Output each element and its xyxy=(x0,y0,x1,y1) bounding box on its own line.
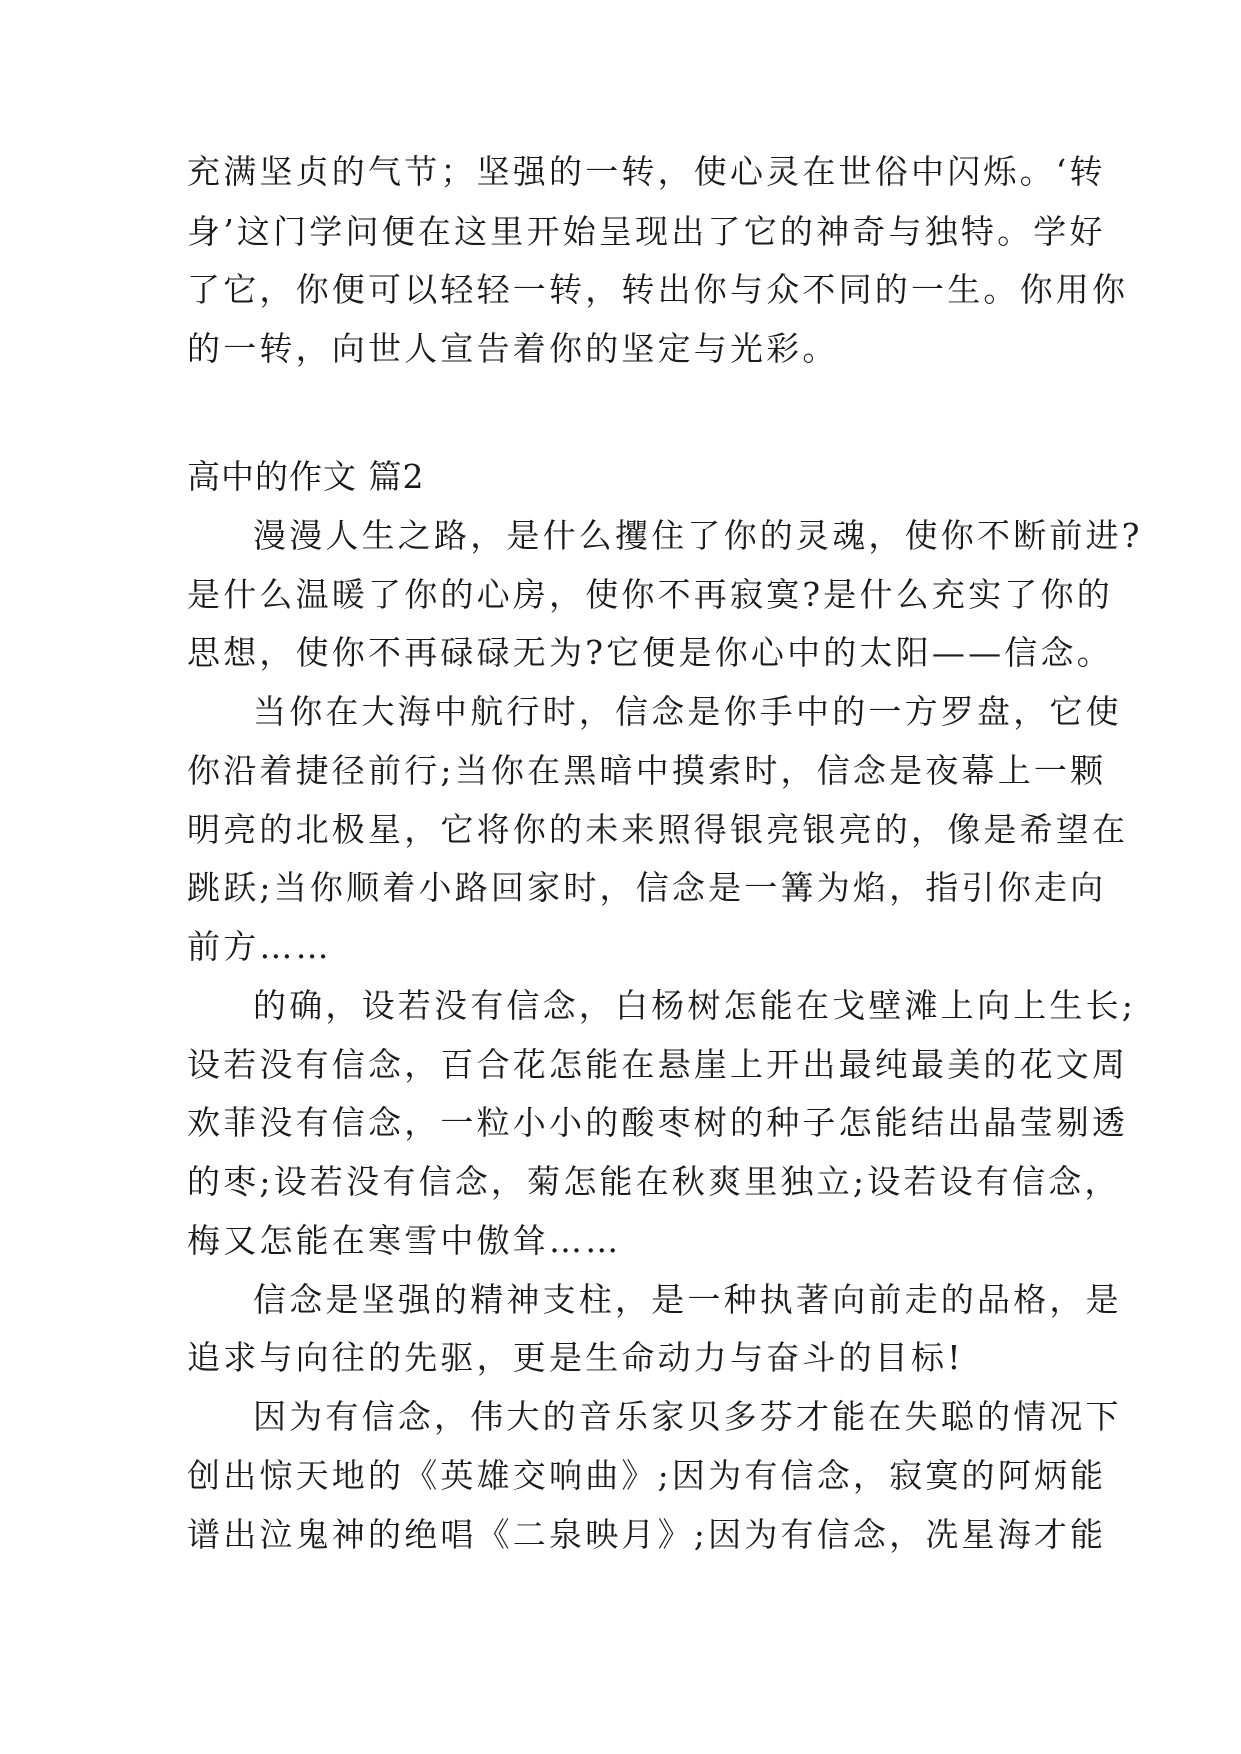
text-line: 是什么温暖了你的心房，使你不再寂寞?是什么充实了你的 xyxy=(187,575,1113,614)
text-line: 当你在大海中航行时，信念是你手中的一方罗盘，它使 xyxy=(253,692,1122,731)
text-line: 跳跃;当你顺着小路回家时，信念是一篝为焰，指引你走向 xyxy=(187,868,1107,907)
text-line: 欢菲没有信念，一粒小小的酸枣树的种子怎能结出晶莹剔透 xyxy=(187,1103,1129,1142)
text-line: 的一转，向世人宣告着你的坚定与光彩。 xyxy=(187,329,839,368)
text-line: 创出惊天地的《英雄交响曲》;因为有信念，寂寞的阿炳能 xyxy=(187,1456,1107,1495)
text-line: 明亮的北极星，它将你的未来照得银亮银亮的，像是希望在 xyxy=(187,810,1129,849)
text-line: 漫漫人生之路，是什么攫住了你的灵魂，使你不断前进? xyxy=(253,516,1143,555)
text-line: 追求与向往的先驱，更是生命动力与奋斗的目标! xyxy=(187,1338,964,1377)
text-line: 梅又怎能在寒雪中傲耸…… xyxy=(187,1221,622,1260)
text-line: 前方…… xyxy=(187,927,332,966)
text-line: 的枣;设若没有信念，菊怎能在秋爽里独立;设若设有信念， xyxy=(187,1162,1121,1201)
text-line: 的确，设若没有信念，白杨树怎能在戈壁滩上向上生长; xyxy=(253,986,1137,1025)
text-line: 谱出泣鬼神的绝唱《二泉映月》;因为有信念，冼星海才能 xyxy=(187,1515,1107,1554)
text-line: 因为有信念，伟大的音乐家贝多芬才能在失聪的情况下 xyxy=(253,1397,1122,1436)
text-line: 信念是坚强的精神支柱，是一种执著向前走的品格，是 xyxy=(253,1280,1122,1319)
text-line: 充满坚贞的气节；坚强的一转，使心灵在世俗中闪烁。‘转 xyxy=(187,152,1106,191)
section-heading: 高中的作文 篇2 xyxy=(187,457,425,496)
text-line: 你沿着捷径前行;当你在黑暗中摸索时，信念是夜幕上一颗 xyxy=(187,751,1107,790)
text-line: 了它，你便可以轻轻一转，转出你与众不同的一生。你用你 xyxy=(187,270,1129,309)
text-line: 身’这门学问便在这里开始呈现出了它的神奇与独特。学好 xyxy=(187,212,1106,251)
text-line: 设若没有信念，百合花怎能在悬崖上开出最纯最美的花文周 xyxy=(187,1045,1129,1084)
text-line: 思想，使你不再碌碌无为?它便是你心中的太阳——信念。 xyxy=(187,633,1113,672)
